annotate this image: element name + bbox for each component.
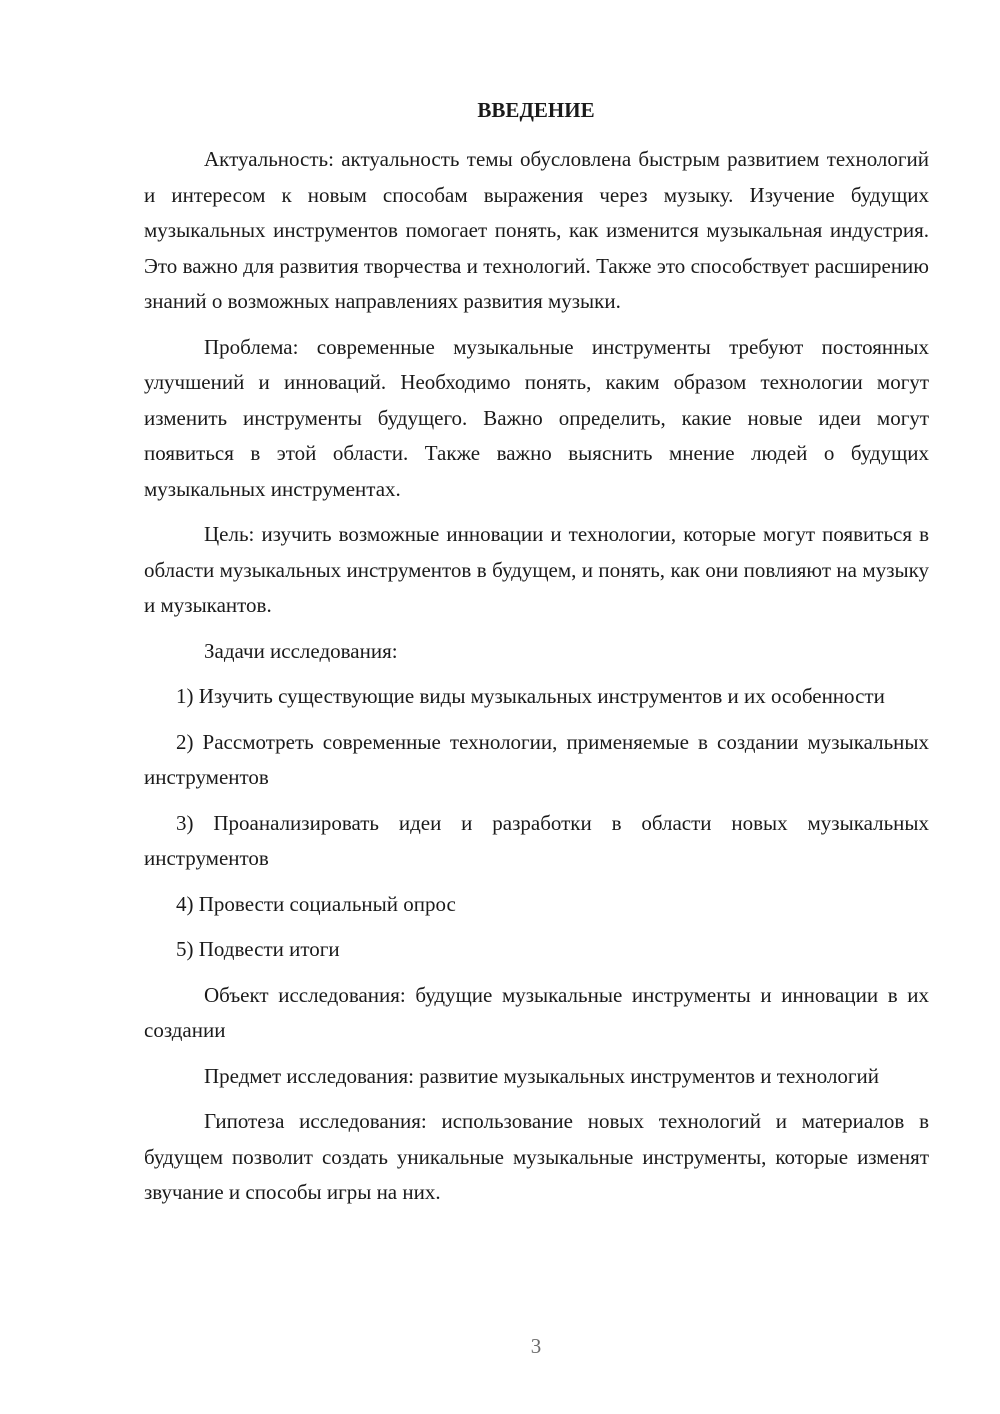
document-body bbox=[144, 142, 929, 1221]
section-heading: ВВЕДЕНИЕ bbox=[477, 98, 595, 122]
paragraph-relevance: Актуальность: актуальность темы обусловлена быстрым развитием технологий и интересом к новым способам выражения через музыку. Изучение будущих музыкальных инструментов помогает понять, как изменится музыкальная индустрия. Это важно для развития творчества и технологий. Также это способствует расширению знаний о возможных направлениях развития музыки. bbox=[144, 147, 929, 313]
paragraph-subject: Предмет исследования: развитие музыкальных инструментов и технологий bbox=[204, 1063, 880, 1088]
paragraph-tasks-title: Задачи исследования: bbox=[204, 638, 398, 663]
paragraph-goal: Цель: изучить возможные инновации и технологии, которые могут появиться в области музыкальных инструментов в будущем, и понять, как они повлияют на музыку и музыкантов. bbox=[144, 522, 929, 617]
task-item-3: 3) Проанализировать идеи и разработки в области новых музыкальных инструментов bbox=[144, 810, 929, 870]
paragraph-object: Объект исследования: будущие музыкальные инструменты и инновации в их создании bbox=[144, 982, 929, 1042]
task-item-2: 2) Рассмотреть современные технологии, применяемые в создании музыкальных инструментов bbox=[144, 729, 929, 789]
task-item-4: 4) Провести социальный опрос bbox=[176, 891, 456, 916]
paragraph-hypothesis: Гипотеза исследования: использование новых технологий и материалов в будущем позволит создать уникальные музыкальные инструменты, которые изменят звучание и способы игры на них. bbox=[144, 1109, 929, 1204]
paragraph-problem: Проблема: современные музыкальные инструменты требуют постоянных улучшений и инноваций. Необходимо понять, каким образом технологии могут изменить инструменты будущего. Важно определить, какие новые идеи могут появиться в этой области. Также важно выяснить мнение людей о будущих музыкальных инструментах. bbox=[144, 334, 929, 501]
page-number: 3 bbox=[530, 1334, 542, 1358]
task-item-5: 5) Подвести итоги bbox=[176, 937, 340, 961]
task-item-1: 1) Изучить существующие виды музыкальных инструментов и их особенности bbox=[176, 684, 885, 708]
